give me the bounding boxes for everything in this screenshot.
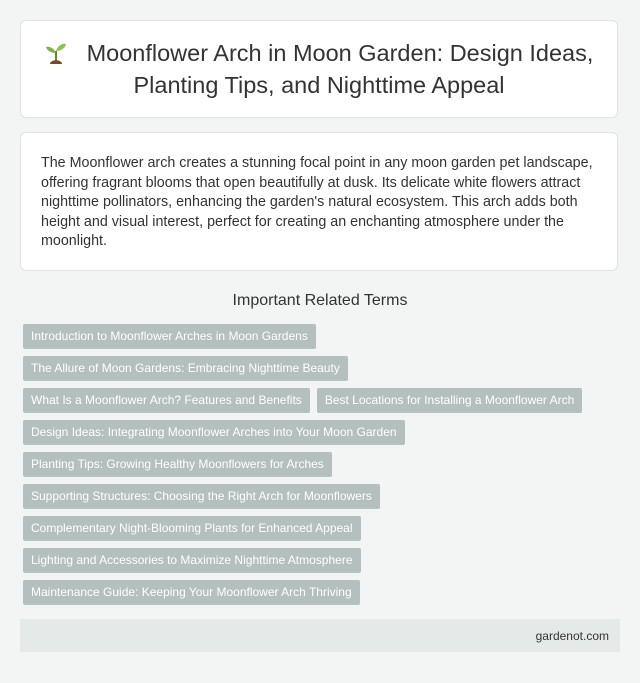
term-row — [23, 516, 623, 541]
term-row — [23, 324, 623, 349]
term-row — [23, 420, 623, 445]
related-terms-heading: Important Related Terms — [232, 292, 408, 309]
related-terms-list — [23, 324, 623, 612]
intro-text: The Moonflower arch creates a stunning focal point in any moon garden pet landscape, offering fragrant blooms that open beautifully at dusk. Its delicate white flowers attract nighttime pollinators, enhancing the garden's natural ecosystem. This arch adds both height and visual interest, perfect for creating an enchanting atmosphere under the moonlight. — [41, 155, 593, 249]
related-term-tag[interactable]: Complementary Night-Blooming Plants for Enhanced Appeal — [23, 516, 361, 541]
term-row — [23, 580, 623, 605]
page-title — [39, 37, 599, 101]
footer-site-link[interactable]: gardenot.com — [535, 628, 609, 643]
related-term-tag[interactable]: Lighting and Accessories to Maximize Nighttime Atmosphere — [23, 548, 361, 573]
related-term-tag[interactable]: Best Locations for Installing a Moonflower Arch — [317, 388, 582, 413]
term-row — [23, 452, 623, 477]
title-card — [20, 20, 618, 118]
term-row — [23, 484, 623, 509]
related-term-tag[interactable]: What Is a Moonflower Arch? Features and Benefits — [23, 388, 310, 413]
seedling-icon — [45, 40, 67, 64]
related-term-tag[interactable]: Introduction to Moonflower Arches in Moon Gardens — [23, 324, 316, 349]
related-term-tag[interactable]: The Allure of Moon Gardens: Embracing Nighttime Beauty — [23, 356, 348, 381]
footer — [20, 619, 620, 652]
term-row — [23, 356, 623, 381]
intro-card — [20, 132, 618, 271]
related-term-tag[interactable]: Maintenance Guide: Keeping Your Moonflower Arch Thriving — [23, 580, 360, 605]
term-row — [23, 388, 623, 413]
related-term-tag[interactable]: Planting Tips: Growing Healthy Moonflowers for Arches — [23, 452, 332, 477]
term-row — [23, 548, 623, 573]
related-term-tag[interactable]: Supporting Structures: Choosing the Right Arch for Moonflowers — [23, 484, 380, 509]
related-term-tag[interactable]: Design Ideas: Integrating Moonflower Arches into Your Moon Garden — [23, 420, 405, 445]
page-title-text: Moonflower Arch in Moon Garden: Design Ideas, Planting Tips, and Nighttime Appeal — [86, 40, 594, 98]
